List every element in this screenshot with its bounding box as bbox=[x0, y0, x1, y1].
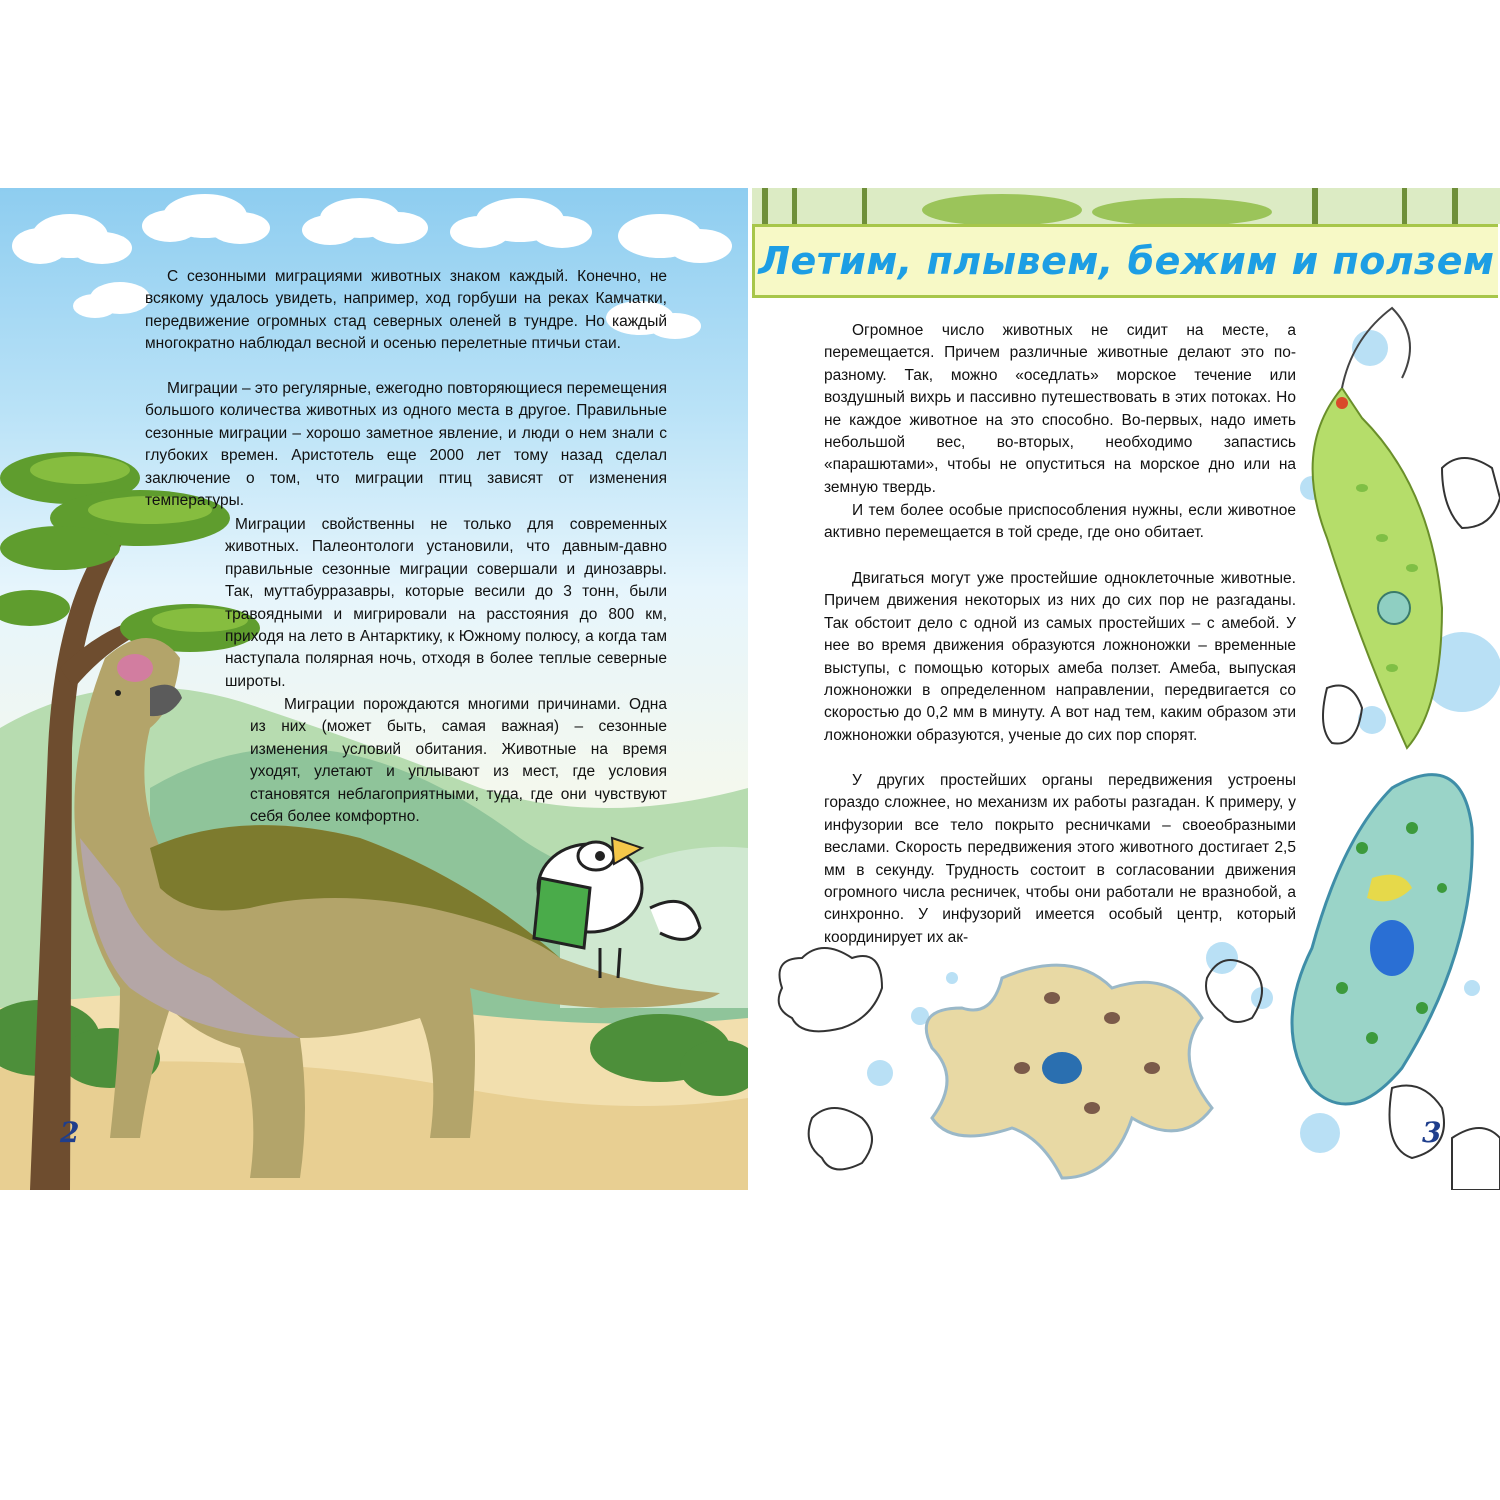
chapter-title-box bbox=[752, 224, 1498, 298]
right-page bbox=[752, 188, 1500, 1190]
left-paragraph-2: Миграции – это регулярные, ежегодно повторяющиеся перемещения большого количества животных из одного места в другое. Правильные сезонные миграции – хорошо заметное явление, и люди о нем знали с глубоких времен. Аристотель еще 2000 лет тому назад сделал заключение о том, что миграции птиц зависят от изменения температуры. bbox=[145, 380, 667, 510]
book-spread bbox=[0, 188, 1500, 1190]
right-paragraph-4: У других простейших органы передвижения устроены гораздо сложнее, но механизм их работы разгадан. К примеру, у инфузории все тело покрыто ресничками – своеобразными веслами. Скорость передвижения этого животного достигает 2,5 мм в секунду. Трудность состоит в согласовании движения огромного числа ресничек, чтобы они работали не вразнобой, а синхронно. У инфузорий имеется особый центр, который координирует их ак- bbox=[824, 772, 1296, 946]
left-paragraph-1: С сезонными миграциями животных знаком каждый. Конечно, не всякому удалось увидеть, например, ход горбуши на реках Камчатки, передвижение огромных стад северных оленей в тундре. Но каждый многократно наблюдал весной и осенью перелетные птичьи стаи. bbox=[145, 268, 667, 353]
page-number-right: 3 bbox=[1422, 1116, 1442, 1149]
left-paragraph-3: Миграции свойственны не только для современных животных. Палеонтологи установили, что давным-давно правильные сезонные миграции совершали и динозавры. Так, муттабурразавры, которые весили до 3 тонн, были травоядными и мигрировали на расстояния до 800 км, приходя на лето в Антарктику, к Южному полюсу, а когда там наступала полярная ночь, отходя в более теплые северные широты. bbox=[225, 516, 667, 690]
right-paragraph-2: И тем более особые приспособления нужны, если животное активно перемещается в той среде, где оно обитает. bbox=[824, 502, 1296, 542]
euglena-illustration bbox=[1313, 308, 1442, 748]
right-paragraph-3: Двигаться могут уже простейшие одноклеточные животные. Причем движения некоторых из них до сих пор не разгаданы. Так обстоит дело с одной из самых простейших – с амебой. У нее во время движения образуются ложноножки – временные выступы, с помощью которых амеба ползет. Амеба, выпуская ложноножки в определенном направлении, передвигается со скоростью до 0,2 мм в минуту. А вот над тем, каким образом эти ложноножки образуются, ученые до сих пор спорят. bbox=[824, 570, 1296, 744]
paramecium-illustration bbox=[1292, 775, 1472, 1104]
left-page-text bbox=[0, 188, 748, 1190]
amoeba-illustration bbox=[926, 965, 1212, 1178]
chapter-title: Летим, плывем, бежим и ползем bbox=[758, 239, 1495, 283]
right-paragraph-1: Огромное число животных не сидит на месте, а перемещается. Причем различные животные делают это по-разному. Так, можно «оседлать» морское течение или воздушный вихрь и пассивно путешествовать в этих потоках. Но не каждое животное на это способно. Во-первых, надо иметь небольшой вес, во-вторых, необходимо запастись «парашютами», чтобы не опуститься на морское дно или на земную твердь. bbox=[824, 322, 1296, 496]
left-page bbox=[0, 188, 748, 1190]
page-number-left: 2 bbox=[60, 1116, 80, 1149]
left-paragraph-4: Миграции порождаются многими причинами. Одна из них (может быть, самая важная) – сезонные изменения условий обитания. Животные на время уходят, улетают и уплывают из мест, где условия становятся неблагоприятными, туда, где они чувствуют себя более комфортно. bbox=[250, 696, 667, 826]
